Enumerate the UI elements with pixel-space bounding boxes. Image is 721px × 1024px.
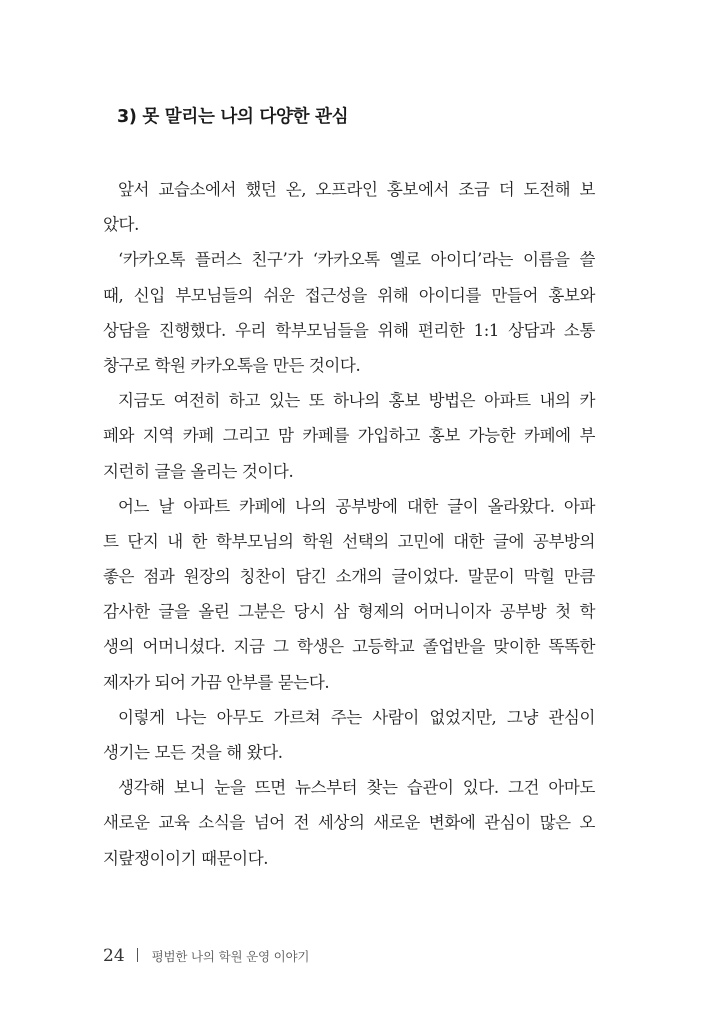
paragraph (103, 700, 595, 770)
page-number: 24 (103, 946, 125, 966)
section-heading: 3) 못 말리는 나의 다양한 관심 (117, 107, 349, 127)
footer-separator (137, 948, 138, 962)
text-line: 좋은 점과 원장의 칭찬이 담긴 소개의 글이었다. 말문이 막힐 만큼 (103, 567, 595, 587)
text-line: 앞서 교습소에서 했던 온, 오프라인 홍보에서 조금 더 도전해 보 (118, 180, 595, 199)
text-line: ‘카카오톡 플러스 친구’가 ‘카카오톡 옐로 아이디’라는 이름을 쓸 (118, 250, 595, 270)
paragraph (103, 489, 595, 700)
running-title: 평범한 나의 학원 운영 이야기 (151, 949, 310, 964)
text-line: 제자가 되어 가끔 안부를 묻는다. (103, 672, 330, 692)
paragraph (103, 242, 595, 383)
text-line: 이렇게 나는 아무도 가르쳐 주는 사람이 없었지만, 그냥 관심이 (118, 707, 595, 727)
text-line: 생기는 모든 것을 해 왔다. (103, 743, 283, 762)
paragraph (103, 172, 595, 242)
text-line: 어느 날 아파트 카페에 나의 공부방에 대한 글이 올라왔다. 아파 (118, 496, 595, 516)
text-line: 페와 지역 카페 그리고 맘 카페를 가입하고 홍보 가능한 카페에 부 (103, 426, 595, 446)
text-line: 트 단지 내 한 학부모님의 학원 선택의 고민에 대한 글에 공부방의 (103, 531, 595, 551)
text-line: 감사한 글을 올린 그분은 당시 삼 형제의 어머니이자 공부방 첫 학 (103, 602, 595, 622)
text-line: 지금도 여전히 하고 있는 또 하나의 홍보 방법은 아파트 내의 카 (118, 391, 595, 411)
text-line: 생각해 보니 눈을 뜨면 뉴스부터 찾는 습관이 있다. 그건 아마도 (118, 778, 595, 798)
page-footer (103, 946, 309, 966)
paragraph (103, 383, 595, 489)
text-line: 생의 어머니셨다. 지금 그 학생은 고등학교 졸업반을 맞이한 똑똑한 (103, 637, 595, 657)
text-line: 창구로 학원 카카오톡을 만든 것이다. (103, 355, 361, 375)
text-line: 지런히 글을 올리는 것이다. (103, 461, 294, 481)
paragraph (103, 770, 595, 876)
text-line: 새로운 교육 소식을 넘어 전 세상의 새로운 변화에 관심이 많은 오 (103, 813, 595, 833)
body-text (103, 172, 595, 876)
text-line: 상담을 진행했다. 우리 학부모님들을 위해 편리한 1:1 상담과 소통 (103, 320, 595, 340)
text-line: 았다. (103, 215, 139, 235)
text-line: 지랖쟁이이기 때문이다. (103, 848, 269, 868)
text-line: 때, 신입 부모님들의 쉬운 접근성을 위해 아이디를 만들어 홍보와 (103, 285, 595, 305)
